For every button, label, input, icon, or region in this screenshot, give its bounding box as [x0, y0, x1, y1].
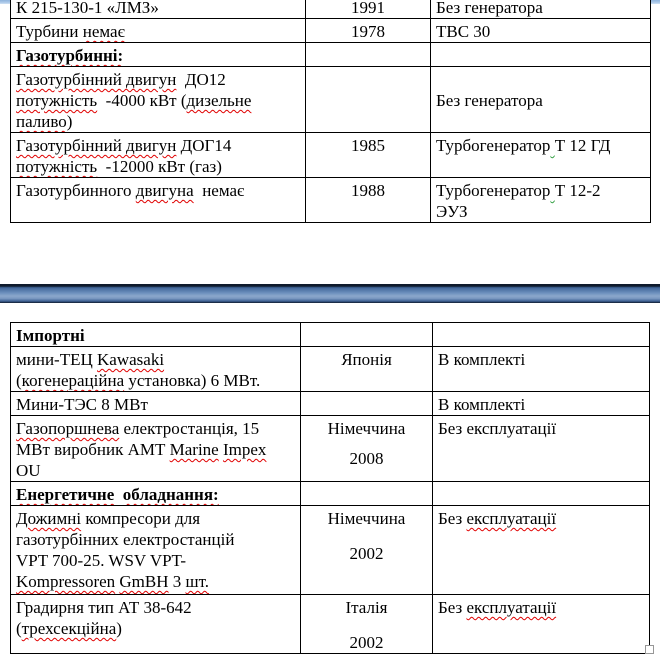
spellcheck-flagged-text: потужність — [16, 157, 98, 176]
country-cell[interactable] — [301, 323, 433, 347]
status-cell[interactable] — [431, 178, 651, 223]
text-run: установка) 6 МВт. — [124, 371, 261, 390]
cell-text — [16, 394, 295, 415]
status-cell[interactable] — [431, 19, 651, 43]
text-run: В комплекті — [438, 395, 526, 414]
spellcheck-flagged-text: когенераційна — [21, 371, 125, 390]
cell-text — [311, 0, 425, 18]
cell-text — [16, 618, 295, 639]
cell-text — [16, 484, 295, 505]
text-run: МВт виробник АМТ — [16, 440, 170, 459]
cell-text — [16, 325, 295, 346]
table-row — [11, 67, 651, 133]
cell-text — [16, 90, 300, 111]
year-cell[interactable] — [306, 67, 431, 133]
year-cell[interactable] — [306, 133, 431, 178]
cell-text — [16, 508, 295, 529]
table-row — [11, 392, 650, 416]
cell-text — [16, 21, 300, 42]
text-run: Без — [438, 598, 467, 617]
text-run: мини-ТЕЦ — [16, 350, 98, 369]
text-run: VPT 700-25. WSV VPT- — [16, 551, 187, 570]
equipment-cell[interactable] — [11, 0, 306, 19]
equipment-cell[interactable] — [11, 178, 306, 223]
spellcheck-flagged-text: експлуатації — [466, 509, 557, 528]
status-cell[interactable] — [433, 392, 650, 416]
equipment-cell[interactable] — [11, 67, 306, 133]
text-run: електростанція, 15 — [119, 419, 260, 438]
table-row — [11, 19, 651, 43]
cell-text — [438, 418, 644, 439]
cell-text — [438, 597, 644, 618]
text-run: 1988 — [351, 181, 385, 200]
status-cell[interactable] — [433, 506, 650, 595]
status-cell[interactable] — [431, 43, 651, 67]
spellcheck-flagged-text: Газотурбінний двигун — [16, 70, 177, 89]
cell-text — [16, 111, 300, 132]
text-run: 2002 — [349, 544, 384, 563]
table-row — [11, 347, 650, 392]
spellcheck-flagged-text: Газопоршнева — [16, 419, 120, 438]
text-run: Імпортні — [16, 326, 85, 345]
table-row — [11, 0, 651, 19]
text-run: Німеччина — [327, 509, 406, 528]
equipment-cell[interactable] — [11, 347, 301, 392]
table-resize-handle[interactable] — [645, 645, 654, 654]
cell-text — [16, 571, 295, 592]
text-run: -12000 кВт (газ) — [97, 157, 222, 176]
text-run: Турбогенератор — [436, 136, 551, 155]
cell-text — [306, 597, 427, 618]
spellcheck-flagged-text: Енергетичне — [16, 485, 115, 504]
spellcheck-flagged-text: Газотурбинні: — [16, 46, 124, 65]
spellcheck-flagged-text: Kompressoren — [16, 572, 116, 591]
table-row — [11, 506, 650, 595]
spellcheck-flagged-text: Газотурбінний двигун — [16, 136, 177, 155]
text-run: 2008 — [349, 449, 384, 468]
table-row — [11, 323, 650, 347]
cell-text — [306, 543, 427, 564]
text-run: Італія — [345, 598, 388, 617]
cell-text — [436, 201, 645, 222]
cell-text — [438, 508, 644, 529]
status-cell[interactable] — [431, 67, 651, 133]
text-run: Без генератора — [436, 0, 543, 17]
equipment-table-1 — [10, 0, 651, 223]
text-run: Турбини — [16, 22, 83, 41]
cell-text — [306, 418, 427, 439]
cell-text — [16, 439, 295, 460]
table-row — [11, 43, 651, 67]
country-cell[interactable] — [301, 347, 433, 392]
text-run: ) — [116, 619, 122, 638]
status-cell[interactable] — [433, 323, 650, 347]
table-row — [11, 133, 651, 178]
year-cell[interactable] — [306, 43, 431, 67]
text-run: немає — [193, 181, 245, 200]
cell-text — [16, 45, 300, 66]
cell-text — [16, 180, 300, 201]
cell-text — [436, 0, 645, 18]
text-run: Японія — [341, 350, 392, 369]
text-run: 2002 — [349, 633, 384, 652]
section-header-cell[interactable] — [11, 482, 301, 506]
text-run: ( — [16, 619, 22, 638]
cell-text — [16, 529, 295, 550]
text-run: 1985 — [351, 136, 385, 155]
text-run: ДО12 — [176, 70, 226, 89]
text-run: газотурбінних електростанцій — [16, 530, 235, 549]
text-run: компресори для — [81, 509, 201, 528]
equipment-cell[interactable] — [11, 506, 301, 595]
spellcheck-flagged-text: трехсекційна — [21, 619, 117, 638]
cell-text — [311, 180, 425, 201]
text-run: В комплекті — [438, 350, 526, 369]
equipment-cell[interactable] — [11, 416, 301, 482]
cell-text — [311, 135, 425, 156]
spellcheck-flagged-text: обладнання: — [122, 485, 219, 504]
cell-text — [16, 550, 295, 571]
text-run: Т 12-2 — [554, 181, 601, 200]
text-run: 3 — [168, 572, 186, 591]
cell-text — [438, 349, 644, 370]
cell-text — [16, 69, 300, 90]
page-break-separator — [0, 284, 660, 303]
year-cell[interactable] — [306, 0, 431, 19]
cell-text — [16, 135, 300, 156]
country-cell[interactable] — [301, 506, 433, 595]
country-cell[interactable] — [301, 416, 433, 482]
cell-text — [306, 632, 427, 653]
cell-text — [16, 597, 295, 618]
cell-text — [306, 448, 427, 469]
table-row — [11, 178, 651, 223]
cell-text — [16, 156, 300, 177]
text-run: Газотурбинного — [16, 181, 136, 200]
section-header-cell[interactable] — [11, 323, 301, 347]
text-run: Без генератора — [436, 91, 543, 110]
spellcheck-flagged-text: потужність — [16, 91, 98, 110]
status-cell[interactable] — [433, 347, 650, 392]
spellcheck-flagged-text: немає — [82, 22, 125, 41]
year-cell[interactable] — [306, 178, 431, 223]
text-run: ТВС 30 — [436, 22, 491, 41]
spellcheck-flagged-text: Kawasaki — [97, 350, 165, 369]
cell-text — [16, 460, 295, 481]
text-run: К 215-130-1 «ЛМЗ» — [16, 0, 159, 17]
country-cell[interactable] — [301, 595, 433, 654]
spellcheck-flagged-text: Impex — [222, 440, 267, 459]
spellcheck-flagged-text: Marine — [169, 440, 219, 459]
text-run: 1978 — [351, 22, 385, 41]
spellcheck-flagged-text: шт. — [185, 572, 210, 591]
cell-text — [436, 21, 645, 42]
status-cell[interactable] — [433, 595, 650, 654]
cell-text — [16, 418, 295, 439]
text-run: Без експлуатації — [438, 419, 557, 438]
cell-text — [306, 349, 427, 370]
text-run: 1991 — [351, 0, 385, 17]
text-run: OU — [16, 461, 41, 480]
cell-text — [311, 21, 425, 42]
text-run: -4000 кВт ( — [97, 91, 187, 110]
text-run: ДОГ14 — [176, 136, 232, 155]
equipment-cell[interactable] — [11, 19, 306, 43]
status-cell[interactable] — [431, 133, 651, 178]
status-cell[interactable] — [433, 482, 650, 506]
equipment-table-2 — [10, 322, 650, 654]
cell-text — [16, 370, 295, 391]
text-run: ЭУЗ — [436, 202, 468, 221]
status-cell[interactable] — [431, 0, 651, 19]
cell-text — [16, 0, 300, 18]
text-run: Турбогенератор — [436, 181, 551, 200]
section-header-cell[interactable] — [11, 43, 306, 67]
text-run: Мини-ТЭС 8 МВт — [16, 395, 148, 414]
spellcheck-flagged-text: двигуна — [135, 181, 194, 200]
table-row — [11, 595, 650, 654]
text-run: Т 12 ГД — [554, 136, 611, 155]
text-run: Без — [438, 509, 467, 528]
equipment-cell[interactable] — [11, 392, 301, 416]
year-cell[interactable] — [306, 19, 431, 43]
text-run: ) — [66, 112, 73, 131]
text-run: ( — [16, 371, 22, 390]
table-row — [11, 416, 650, 482]
spellcheck-flagged-text: GmBH — [119, 572, 169, 591]
text-run — [114, 485, 123, 504]
equipment-cell[interactable] — [11, 595, 301, 654]
cell-text — [306, 508, 427, 529]
cell-text — [436, 135, 645, 156]
spellcheck-flagged-text: дизельне — [186, 91, 252, 110]
status-cell[interactable] — [433, 416, 650, 482]
text-run: Градирня тип АТ 38-642 — [16, 598, 192, 617]
cell-text — [438, 394, 644, 415]
spellcheck-flagged-text: паливо — [16, 112, 67, 131]
equipment-cell[interactable] — [11, 133, 306, 178]
text-run: Німеччина — [327, 419, 406, 438]
country-cell[interactable] — [301, 482, 433, 506]
country-cell[interactable] — [301, 392, 433, 416]
cell-text — [436, 180, 645, 201]
table-row — [11, 482, 650, 506]
cell-text — [436, 90, 645, 111]
spellcheck-flagged-text: Дожимні — [16, 509, 82, 528]
cell-text — [16, 349, 295, 370]
spellcheck-flagged-text: експлуатації — [466, 598, 557, 617]
